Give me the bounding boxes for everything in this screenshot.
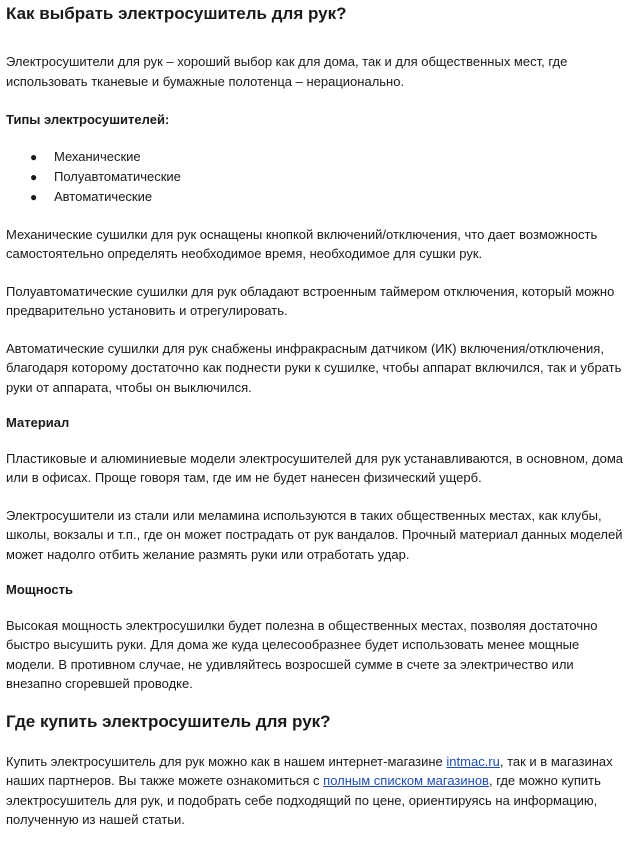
- material-paragraph-2: Электросушители из стали или меламина используются в таких общественных местах, как клубы, школы, вокзалы и т.п., где он может пострадать от рук вандалов. Прочный материал данных моделей может надолго отбить желание размять руки или отработать удар.: [6, 507, 623, 562]
- buy-paragraph: [6, 752, 631, 830]
- buy-text-start: Купить электросушитель для рук можно как в нашем интернет-магазине: [6, 753, 447, 769]
- auto-paragraph: Автоматические сушилки для рук снабжены инфракрасным датчиком (ИК) включения/отключения, благодаря которому достаточно как поднести руки к сушилке, чтобы аппарат включился, так и убрать руки от аппарата, чтобы он выключился.: [6, 340, 622, 395]
- intro-paragraph: Электросушители для рук – хороший выбор как для дома, так и для общественных мест, где использовать тканевые и бумажные полотенца – нерационально.: [6, 54, 568, 89]
- list-item-label: Полуавтоматические: [54, 168, 181, 184]
- bullet-icon: ●: [30, 169, 38, 184]
- buy-text-end: , где можно купить электросушитель для рук, и подобрать себе подходящий по цене, ориентируясь на информацию, полученную из нашей статьи.: [6, 773, 601, 827]
- list-item-label: Автоматические: [54, 188, 153, 204]
- mechanical-paragraph: Механические сушилки для рук оснащены кнопкой включений/отключения, что дает возможность самостоятельно определять необходимое время, необходимое для сушки рук.: [6, 226, 598, 261]
- where-to-buy-heading: Где купить электросушитель для рук?: [6, 711, 331, 731]
- material-paragraph-1: Пластиковые и алюминиевые модели электросушителей для рук устанавливаются, в основном, дома или в офисах. Проще говоря там, где им не будет нанесен физический ущерб.: [6, 450, 624, 485]
- semiauto-paragraph: Полуавтоматические сушилки для рук обладают встроенным таймером отключения, который можно предварительно установить и отрегулировать.: [6, 283, 615, 318]
- bullet-icon: ●: [30, 149, 38, 164]
- list-item: [6, 187, 631, 207]
- material-heading: Материал: [6, 415, 70, 430]
- page-title: Как выбрать электросушитель для рук?: [6, 4, 347, 23]
- list-item: [6, 147, 631, 167]
- list-item-label: Механические: [54, 148, 141, 164]
- stores-list-link[interactable]: полным списком магазинов: [323, 773, 489, 788]
- power-heading: Мощность: [6, 582, 73, 597]
- buy-text-middle: , так и в магазинах наших партнеров. Вы также можете ознакомиться с: [6, 753, 613, 788]
- bullet-icon: ●: [30, 189, 38, 204]
- types-list: [6, 147, 631, 207]
- list-item: [6, 167, 631, 187]
- shop-link[interactable]: intmac.ru: [446, 753, 500, 769]
- types-heading: Типы электросушителей:: [6, 112, 170, 127]
- power-paragraph: Высокая мощность электросушилки будет полезна в общественных местах, позволяя достаточно быстро высушить руки. Для дома же куда целесообразнее будет использовать менее мощные модели. В противном случае, не удивляйтесь возросшей сумме в счете за электричество или внезапно сгоревшей проводке.: [6, 617, 598, 691]
